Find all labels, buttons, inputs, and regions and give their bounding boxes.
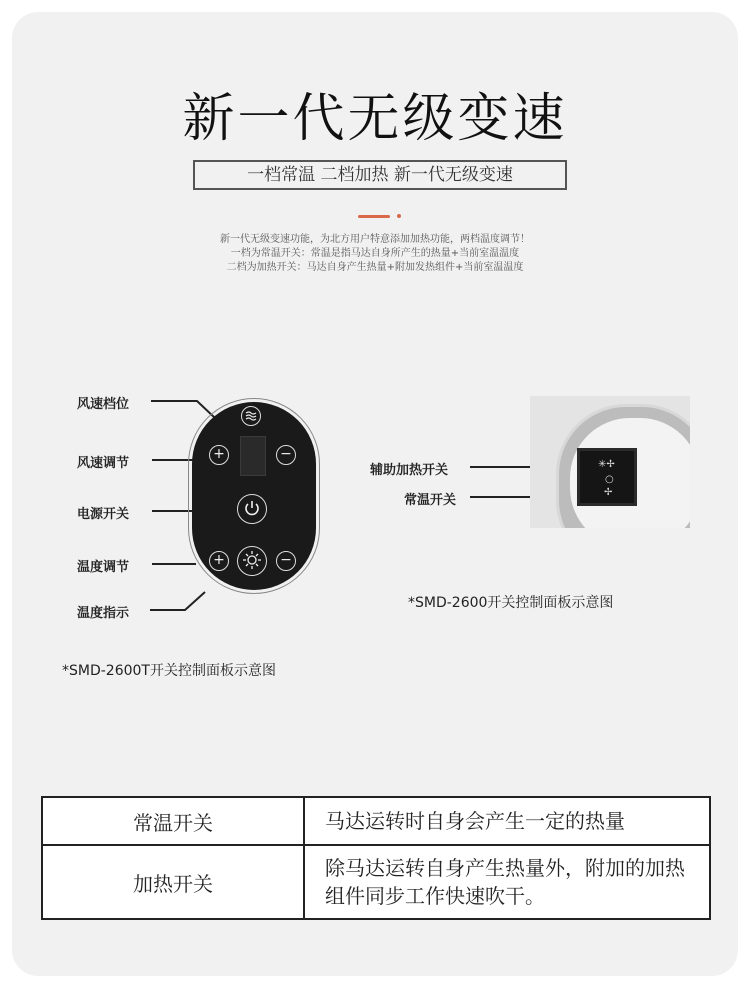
sun-icon[interactable] — [237, 546, 267, 576]
table-cell-name: 加热开关 — [42, 845, 304, 919]
spec-table — [41, 796, 711, 920]
table-cell-name: 常温开关 — [42, 797, 304, 845]
fan-icon: ✢ — [604, 487, 613, 498]
table-cell-desc: 除马达运转自身产生热量外，附加的加热组件同步工作快速吹干。 — [304, 845, 710, 919]
plus-icon[interactable]: + — [209, 551, 229, 571]
rocker-switch[interactable] — [577, 448, 637, 506]
plus-icon[interactable]: + — [209, 445, 229, 465]
label-aux-heat: 辅助加热开关 — [370, 463, 449, 478]
line-wind-level — [151, 401, 215, 418]
description-line: 一档为常温开关：常温是指马达自身所产生的热量+当前室温温度 — [230, 248, 520, 259]
display-screen — [240, 436, 266, 476]
table-row — [42, 845, 710, 919]
label-power: 电源开关 — [77, 507, 130, 522]
page-title: 新一代无级变速 — [182, 89, 568, 149]
remote-caption: *SMD-2600T开关控制面板示意图 — [62, 663, 276, 679]
power-icon[interactable] — [237, 494, 267, 524]
label-wind-level: 风速档位 — [77, 397, 130, 412]
minus-icon[interactable]: − — [276, 551, 296, 571]
off-icon: ○ — [605, 474, 614, 485]
table-cell-desc: 马达运转时自身会产生一定的热量 — [304, 797, 710, 845]
label-temp-indicator: 温度指示 — [77, 606, 130, 621]
switch-caption: *SMD-2600开关控制面板示意图 — [408, 595, 614, 611]
description-line: 新一代无级变速功能，为北方用户特意添加加热功能，两档温度调节！ — [220, 234, 530, 245]
description-line: 二档为加热开关：马达自身产生热量+附加发热组件+当前室温温度 — [226, 262, 524, 273]
label-temp-adjust: 温度调节 — [77, 560, 130, 575]
minus-icon[interactable]: − — [276, 445, 296, 465]
line-temp-indicator — [150, 592, 205, 610]
label-wind-adjust: 风速调节 — [77, 456, 130, 471]
wind-icon[interactable] — [241, 406, 261, 426]
table-row — [42, 797, 710, 845]
subtitle-box: 一档常温 二档加热 新一代无级变速 — [193, 160, 567, 190]
heat-fan-icon: ✳✢ — [598, 459, 615, 470]
label-normal-temp: 常温开关 — [404, 493, 457, 508]
